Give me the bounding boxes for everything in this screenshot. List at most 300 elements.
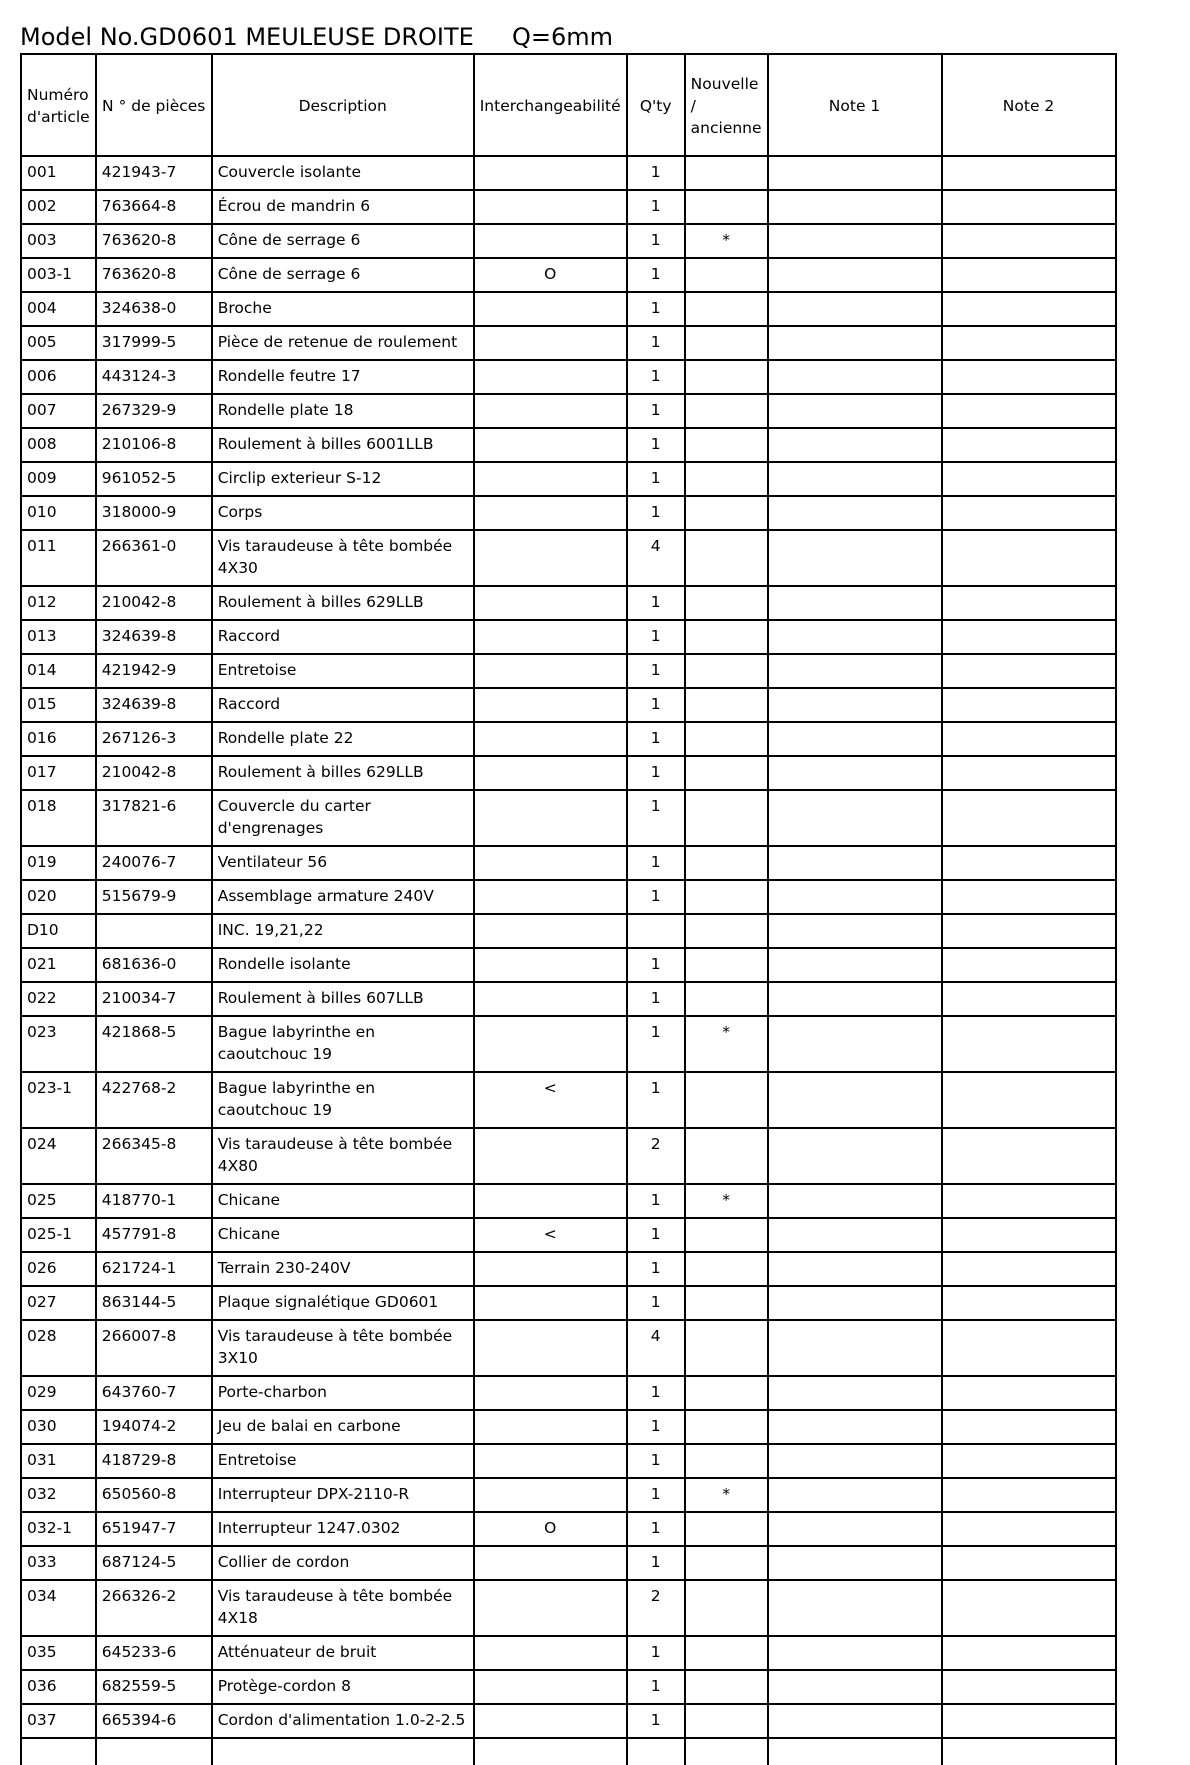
description-cell: Entretoise: [212, 1444, 474, 1478]
item-number-cell: 017: [21, 756, 96, 790]
new-old-cell: *: [685, 1184, 768, 1218]
note-2-cell: [942, 914, 1116, 948]
note-1-cell: [768, 190, 942, 224]
new-old-cell: [685, 756, 768, 790]
header-quantity: Q'ty: [627, 54, 685, 156]
description-cell: Couvercle isolante: [212, 156, 474, 190]
header-note-1: Note 1: [768, 54, 942, 156]
description-cell: Circlip exterieur S-12: [212, 462, 474, 496]
header-part-number: N ° de pièces: [96, 54, 212, 156]
note-2-cell: [942, 394, 1116, 428]
quantity-cell: [627, 914, 685, 948]
part-number-cell: 763620-8: [96, 224, 212, 258]
note-1-cell: [768, 156, 942, 190]
item-number-cell: 021: [21, 948, 96, 982]
note-2-cell: [942, 1546, 1116, 1580]
part-number-cell: 240076-7: [96, 846, 212, 880]
item-number-cell: 037: [21, 1704, 96, 1738]
note-2-cell: [942, 224, 1116, 258]
quantity-cell: 1: [627, 756, 685, 790]
description-cell: INC. 19,21,22: [212, 914, 474, 948]
item-number-cell: 036: [21, 1670, 96, 1704]
new-old-cell: [685, 948, 768, 982]
description-cell: Rondelle isolante: [212, 948, 474, 982]
table-row: [21, 224, 1116, 258]
table-row: [21, 428, 1116, 462]
note-2-cell: [942, 360, 1116, 394]
quantity-cell: 1: [627, 1478, 685, 1512]
part-number-cell: 457791-8: [96, 1218, 212, 1252]
table-row: [21, 1218, 1116, 1252]
description-cell: Protège-cordon 8: [212, 1670, 474, 1704]
item-number-cell: 014: [21, 654, 96, 688]
item-number-cell: 005: [21, 326, 96, 360]
description-cell: Entretoise: [212, 654, 474, 688]
quantity-cell: 2: [627, 1580, 685, 1636]
interchangeability-cell: [474, 496, 627, 530]
new-old-cell: [685, 1704, 768, 1738]
quantity-cell: 1: [627, 722, 685, 756]
table-row: [21, 1636, 1116, 1670]
part-number-cell: 324639-8: [96, 688, 212, 722]
note-1-cell: [768, 948, 942, 982]
note-1-cell: [768, 1512, 942, 1546]
part-number-cell: 266345-8: [96, 1128, 212, 1184]
item-number-cell: 028: [21, 1320, 96, 1376]
part-number-cell: 665394-6: [96, 1704, 212, 1738]
new-old-cell: [685, 258, 768, 292]
quantity-cell: 1: [627, 1184, 685, 1218]
description-cell: Chicane: [212, 1184, 474, 1218]
item-number-cell: 013: [21, 620, 96, 654]
quantity-cell: 1: [627, 1376, 685, 1410]
interchangeability-cell: [474, 1376, 627, 1410]
table-row: [21, 1252, 1116, 1286]
interchangeability-cell: O: [474, 258, 627, 292]
note-2-cell: [942, 190, 1116, 224]
parts-table: [20, 53, 1117, 1765]
table-row: [21, 756, 1116, 790]
empty-cell: [942, 1738, 1116, 1765]
interchangeability-cell: [474, 360, 627, 394]
description-cell: Raccord: [212, 620, 474, 654]
note-1-cell: [768, 496, 942, 530]
item-number-cell: 008: [21, 428, 96, 462]
description-cell: Collier de cordon: [212, 1546, 474, 1580]
interchangeability-cell: [474, 1636, 627, 1670]
new-old-cell: [685, 1636, 768, 1670]
note-1-cell: [768, 1184, 942, 1218]
new-old-cell: [685, 1286, 768, 1320]
part-number-cell: 421942-9: [96, 654, 212, 688]
note-1-cell: [768, 1218, 942, 1252]
quantity-cell: 1: [627, 1072, 685, 1128]
new-old-cell: [685, 1252, 768, 1286]
table-header-row: [21, 54, 1116, 156]
quantity-cell: 1: [627, 1286, 685, 1320]
new-old-cell: [685, 428, 768, 462]
interchangeability-cell: [474, 1128, 627, 1184]
interchangeability-cell: [474, 1184, 627, 1218]
note-1-cell: [768, 258, 942, 292]
new-old-cell: [685, 1320, 768, 1376]
page-title: Model No.GD0601 MEULEUSE DROITE Q=6mm: [20, 23, 614, 51]
quantity-cell: 4: [627, 530, 685, 586]
part-number-cell: 681636-0: [96, 948, 212, 982]
interchangeability-cell: [474, 1286, 627, 1320]
header-item-number: Numéro d'article: [21, 54, 96, 156]
interchangeability-cell: [474, 530, 627, 586]
item-number-cell: 032: [21, 1478, 96, 1512]
description-cell: Bague labyrinthe en caoutchouc 19: [212, 1016, 474, 1072]
note-2-cell: [942, 790, 1116, 846]
note-1-cell: [768, 1252, 942, 1286]
table-row: [21, 1546, 1116, 1580]
note-1-cell: [768, 1478, 942, 1512]
table-row: [21, 462, 1116, 496]
note-1-cell: [768, 1376, 942, 1410]
note-1-cell: [768, 428, 942, 462]
part-number-cell: 194074-2: [96, 1410, 212, 1444]
interchangeability-cell: [474, 394, 627, 428]
table-row: [21, 1670, 1116, 1704]
part-number-cell: 266007-8: [96, 1320, 212, 1376]
new-old-cell: [685, 496, 768, 530]
interchangeability-cell: [474, 982, 627, 1016]
description-cell: Rondelle plate 18: [212, 394, 474, 428]
interchangeability-cell: [474, 1410, 627, 1444]
note-2-cell: [942, 1478, 1116, 1512]
description-cell: Broche: [212, 292, 474, 326]
description-cell: Rondelle plate 22: [212, 722, 474, 756]
description-cell: Ventilateur 56: [212, 846, 474, 880]
description-cell: Couvercle du carter d'engrenages: [212, 790, 474, 846]
interchangeability-cell: [474, 1546, 627, 1580]
note-1-cell: [768, 756, 942, 790]
part-number-cell: 267329-9: [96, 394, 212, 428]
item-number-cell: 025: [21, 1184, 96, 1218]
interchangeability-cell: [474, 586, 627, 620]
note-2-cell: [942, 880, 1116, 914]
item-number-cell: 022: [21, 982, 96, 1016]
table-row: [21, 1478, 1116, 1512]
note-2-cell: [942, 688, 1116, 722]
quantity-cell: 1: [627, 790, 685, 846]
quantity-cell: 1: [627, 1704, 685, 1738]
description-cell: Jeu de balai en carbone: [212, 1410, 474, 1444]
note-2-cell: [942, 1128, 1116, 1184]
note-1-cell: [768, 790, 942, 846]
quantity-cell: 1: [627, 292, 685, 326]
item-number-cell: 009: [21, 462, 96, 496]
quantity-cell: 1: [627, 948, 685, 982]
description-cell: Chicane: [212, 1218, 474, 1252]
quantity-cell: 2: [627, 1128, 685, 1184]
note-1-cell: [768, 1636, 942, 1670]
new-old-cell: [685, 1580, 768, 1636]
empty-cell: [685, 1738, 768, 1765]
interchangeability-cell: [474, 156, 627, 190]
new-old-cell: [685, 530, 768, 586]
description-cell: Vis taraudeuse à tête bombée 4X18: [212, 1580, 474, 1636]
quantity-cell: 1: [627, 1218, 685, 1252]
table-row: [21, 1376, 1116, 1410]
table-row: [21, 156, 1116, 190]
quantity-cell: 1: [627, 394, 685, 428]
item-number-cell: 007: [21, 394, 96, 428]
description-cell: Roulement à billes 607LLB: [212, 982, 474, 1016]
note-1-cell: [768, 1410, 942, 1444]
note-2-cell: [942, 156, 1116, 190]
description-cell: Vis taraudeuse à tête bombée 4X30: [212, 530, 474, 586]
interchangeability-cell: [474, 790, 627, 846]
interchangeability-cell: [474, 722, 627, 756]
quantity-cell: 1: [627, 688, 685, 722]
note-2-cell: [942, 462, 1116, 496]
interchangeability-cell: [474, 1580, 627, 1636]
interchangeability-cell: [474, 326, 627, 360]
interchangeability-cell: [474, 1704, 627, 1738]
note-1-cell: [768, 1580, 942, 1636]
empty-cell: [212, 1738, 474, 1765]
new-old-cell: [685, 326, 768, 360]
empty-cell: [627, 1738, 685, 1765]
note-2-cell: [942, 326, 1116, 360]
parts-table-body: [21, 156, 1116, 1765]
item-number-cell: 026: [21, 1252, 96, 1286]
note-2-cell: [942, 1444, 1116, 1478]
new-old-cell: [685, 846, 768, 880]
item-number-cell: 015: [21, 688, 96, 722]
new-old-cell: [685, 722, 768, 756]
item-number-cell: 004: [21, 292, 96, 326]
quantity-cell: 1: [627, 326, 685, 360]
part-number-cell: 687124-5: [96, 1546, 212, 1580]
interchangeability-cell: O: [474, 1512, 627, 1546]
new-old-cell: [685, 790, 768, 846]
item-number-cell: 011: [21, 530, 96, 586]
note-2-cell: [942, 1580, 1116, 1636]
interchangeability-cell: [474, 1320, 627, 1376]
note-1-cell: [768, 394, 942, 428]
quantity-cell: 1: [627, 620, 685, 654]
part-number-cell: 421868-5: [96, 1016, 212, 1072]
note-1-cell: [768, 1320, 942, 1376]
item-number-cell: 035: [21, 1636, 96, 1670]
table-row: [21, 654, 1116, 688]
description-cell: Cône de serrage 6: [212, 258, 474, 292]
new-old-cell: [685, 190, 768, 224]
quantity-cell: 1: [627, 1252, 685, 1286]
quantity-cell: 1: [627, 846, 685, 880]
new-old-cell: [685, 914, 768, 948]
table-row: [21, 620, 1116, 654]
description-cell: Assemblage armature 240V: [212, 880, 474, 914]
part-number-cell: 515679-9: [96, 880, 212, 914]
item-number-cell: 027: [21, 1286, 96, 1320]
description-cell: Plaque signalétique GD0601: [212, 1286, 474, 1320]
table-row: [21, 790, 1116, 846]
new-old-cell: [685, 462, 768, 496]
table-row: [21, 530, 1116, 586]
description-cell: Roulement à billes 6001LLB: [212, 428, 474, 462]
note-2-cell: [942, 1512, 1116, 1546]
item-number-cell: 018: [21, 790, 96, 846]
new-old-cell: [685, 292, 768, 326]
note-2-cell: [942, 292, 1116, 326]
new-old-cell: [685, 394, 768, 428]
description-cell: Cône de serrage 6: [212, 224, 474, 258]
table-row: [21, 360, 1116, 394]
item-number-cell: 032-1: [21, 1512, 96, 1546]
interchangeability-cell: [474, 846, 627, 880]
note-2-cell: [942, 1410, 1116, 1444]
table-row: [21, 292, 1116, 326]
item-number-cell: 033: [21, 1546, 96, 1580]
table-row: [21, 326, 1116, 360]
table-row: [21, 1184, 1116, 1218]
new-old-cell: [685, 620, 768, 654]
item-number-cell: 001: [21, 156, 96, 190]
new-old-cell: [685, 1444, 768, 1478]
description-cell: Raccord: [212, 688, 474, 722]
part-number-cell: 650560-8: [96, 1478, 212, 1512]
item-number-cell: 002: [21, 190, 96, 224]
note-2-cell: [942, 428, 1116, 462]
new-old-cell: [685, 156, 768, 190]
description-cell: Roulement à billes 629LLB: [212, 756, 474, 790]
table-row: [21, 1286, 1116, 1320]
interchangeability-cell: [474, 1252, 627, 1286]
quantity-cell: 1: [627, 1546, 685, 1580]
interchangeability-cell: [474, 224, 627, 258]
new-old-cell: [685, 1410, 768, 1444]
new-old-cell: [685, 982, 768, 1016]
item-number-cell: 029: [21, 1376, 96, 1410]
empty-cell: [96, 1738, 212, 1765]
note-1-cell: [768, 654, 942, 688]
note-1-cell: [768, 1128, 942, 1184]
part-number-cell: [96, 914, 212, 948]
item-number-cell: 003-1: [21, 258, 96, 292]
note-2-cell: [942, 722, 1116, 756]
new-old-cell: [685, 360, 768, 394]
interchangeability-cell: [474, 462, 627, 496]
description-cell: Écrou de mandrin 6: [212, 190, 474, 224]
table-row: [21, 586, 1116, 620]
description-cell: Terrain 230-240V: [212, 1252, 474, 1286]
item-number-cell: 019: [21, 846, 96, 880]
table-row: [21, 1016, 1116, 1072]
note-2-cell: [942, 620, 1116, 654]
part-number-cell: 324638-0: [96, 292, 212, 326]
item-number-cell: D10: [21, 914, 96, 948]
description-cell: Atténuateur de bruit: [212, 1636, 474, 1670]
note-2-cell: [942, 756, 1116, 790]
interchangeability-cell: [474, 1444, 627, 1478]
quantity-cell: 1: [627, 880, 685, 914]
part-number-cell: 266361-0: [96, 530, 212, 586]
part-number-cell: 421943-7: [96, 156, 212, 190]
part-number-cell: 318000-9: [96, 496, 212, 530]
note-1-cell: [768, 722, 942, 756]
new-old-cell: [685, 1670, 768, 1704]
note-1-cell: [768, 1670, 942, 1704]
table-row: [21, 1410, 1116, 1444]
item-number-cell: 020: [21, 880, 96, 914]
interchangeability-cell: [474, 1016, 627, 1072]
part-number-cell: 422768-2: [96, 1072, 212, 1128]
quantity-cell: 1: [627, 224, 685, 258]
new-old-cell: [685, 1218, 768, 1252]
description-cell: Corps: [212, 496, 474, 530]
description-cell: Rondelle feutre 17: [212, 360, 474, 394]
item-number-cell: 024: [21, 1128, 96, 1184]
item-number-cell: 031: [21, 1444, 96, 1478]
note-1-cell: [768, 462, 942, 496]
item-number-cell: 006: [21, 360, 96, 394]
empty-cell: [768, 1738, 942, 1765]
new-old-cell: [685, 654, 768, 688]
new-old-cell: [685, 1128, 768, 1184]
note-1-cell: [768, 880, 942, 914]
quantity-cell: 1: [627, 1636, 685, 1670]
part-number-cell: 863144-5: [96, 1286, 212, 1320]
note-2-cell: [942, 1636, 1116, 1670]
note-1-cell: [768, 586, 942, 620]
new-old-cell: *: [685, 224, 768, 258]
part-number-cell: 443124-3: [96, 360, 212, 394]
table-row: [21, 982, 1116, 1016]
interchangeability-cell: [474, 428, 627, 462]
note-2-cell: [942, 1252, 1116, 1286]
note-1-cell: [768, 1072, 942, 1128]
table-row: [21, 880, 1116, 914]
note-1-cell: [768, 982, 942, 1016]
new-old-cell: [685, 880, 768, 914]
table-row-empty: [21, 1738, 1116, 1765]
part-number-cell: 267126-3: [96, 722, 212, 756]
part-number-cell: 645233-6: [96, 1636, 212, 1670]
item-number-cell: 023: [21, 1016, 96, 1072]
note-2-cell: [942, 654, 1116, 688]
part-number-cell: 324639-8: [96, 620, 212, 654]
quantity-cell: 1: [627, 1410, 685, 1444]
table-row: [21, 1704, 1116, 1738]
note-2-cell: [942, 586, 1116, 620]
part-number-cell: 643760-7: [96, 1376, 212, 1410]
quantity-cell: 1: [627, 496, 685, 530]
part-number-cell: 763664-8: [96, 190, 212, 224]
description-cell: Interrupteur DPX-2110-R: [212, 1478, 474, 1512]
note-1-cell: [768, 1704, 942, 1738]
new-old-cell: [685, 688, 768, 722]
part-number-cell: 682559-5: [96, 1670, 212, 1704]
item-number-cell: 030: [21, 1410, 96, 1444]
quantity-cell: 1: [627, 360, 685, 394]
new-old-cell: *: [685, 1478, 768, 1512]
quantity-cell: 1: [627, 982, 685, 1016]
interchangeability-cell: [474, 1670, 627, 1704]
part-number-cell: 317821-6: [96, 790, 212, 846]
table-row: [21, 1320, 1116, 1376]
item-number-cell: 023-1: [21, 1072, 96, 1128]
note-2-cell: [942, 1016, 1116, 1072]
note-2-cell: [942, 1286, 1116, 1320]
quantity-cell: 1: [627, 1670, 685, 1704]
header-note-2: Note 2: [942, 54, 1116, 156]
header-description: Description: [212, 54, 474, 156]
